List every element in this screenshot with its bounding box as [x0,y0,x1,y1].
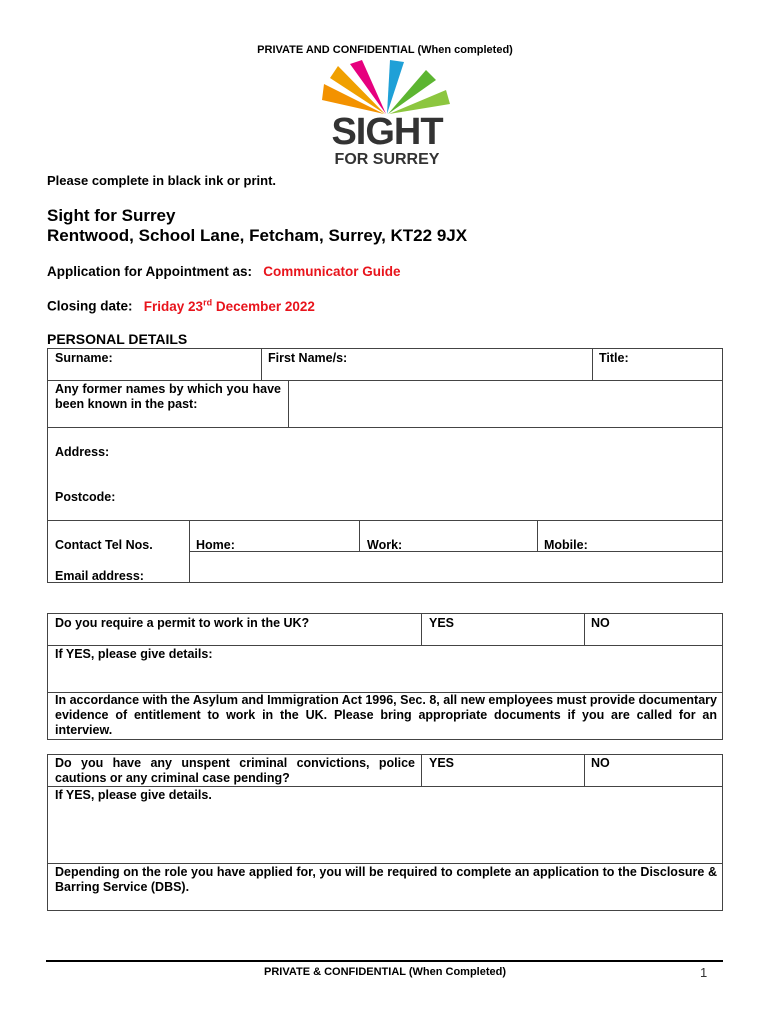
organisation-name: Sight for Surrey [47,206,176,225]
permit-note: In accordance with the Asylum and Immigration Act 1996, Sec. 8, all new employees must provide documentary evidence of entitlement to work in the UK. Please bring appropriate documents if you are called for an interview. [55,693,717,737]
footer-divider [46,960,723,962]
closing-date: Friday 23rd December 2022 [143,297,315,314]
convictions-question: Do you have any unspent criminal convictions, police cautions or any criminal case pending? [55,756,415,785]
work-phone-field[interactable]: Work: [367,538,403,552]
postcode-field[interactable]: Postcode: [55,490,116,504]
address-field[interactable]: Address: [55,445,110,459]
title-field[interactable]: Title: [599,351,629,365]
convictions-details-field[interactable]: If YES, please give details. [55,788,212,802]
permit-details-field[interactable]: If YES, please give details: [55,647,213,661]
permit-question: Do you require a permit to work in the UK? [55,616,310,630]
email-label: Email address: [55,569,144,583]
application-label: Application for Appointment as: [47,264,252,279]
organisation-address: Rentwood, School Lane, Fetcham, Surrey, KT22 9JX [47,226,468,245]
organisation-block [47,206,467,246]
closing-label: Closing date: [47,298,133,314]
convictions-table [47,754,723,911]
contact-tel-label: Contact Tel Nos. [55,538,153,552]
instruction-text: Please complete in black ink or print. [47,173,277,188]
permit-no-option[interactable]: NO [591,616,610,630]
convictions-yes-option[interactable]: YES [429,756,455,770]
footer-confidential: PRIVATE & CONFIDENTIAL (When Completed) [264,966,506,978]
logo-word-for-surrey: FOR SURREY [334,151,440,168]
personal-details-table [47,348,723,583]
email-input[interactable] [190,552,722,582]
home-phone-field[interactable]: Home: [196,538,235,552]
personal-details-heading: PERSONAL DETAILS [47,331,188,347]
work-permit-table [47,613,723,740]
surname-field[interactable]: Surname: [55,351,113,365]
application-line [47,264,401,279]
logo-rays-icon [322,60,452,116]
first-names-field[interactable]: First Name/s: [268,351,348,365]
former-names-input[interactable] [289,381,722,427]
header-confidential: PRIVATE AND CONFIDENTIAL (When completed) [257,44,513,56]
logo-word-sight: SIGHT [331,111,443,153]
dbs-note: Depending on the role you have applied for, you will be required to complete an application to the Disclosure & Barring Service (DBS). [55,865,717,894]
page-number: 1 [700,965,708,980]
former-names-label: Any former names by which you have been known in the past: [55,382,281,411]
convictions-no-option[interactable]: NO [591,756,610,770]
sight-for-surrey-logo [322,60,452,172]
closing-date-line [47,297,315,314]
application-role: Communicator Guide [263,264,401,279]
mobile-phone-field[interactable]: Mobile: [544,538,588,552]
permit-yes-option[interactable]: YES [429,616,455,630]
